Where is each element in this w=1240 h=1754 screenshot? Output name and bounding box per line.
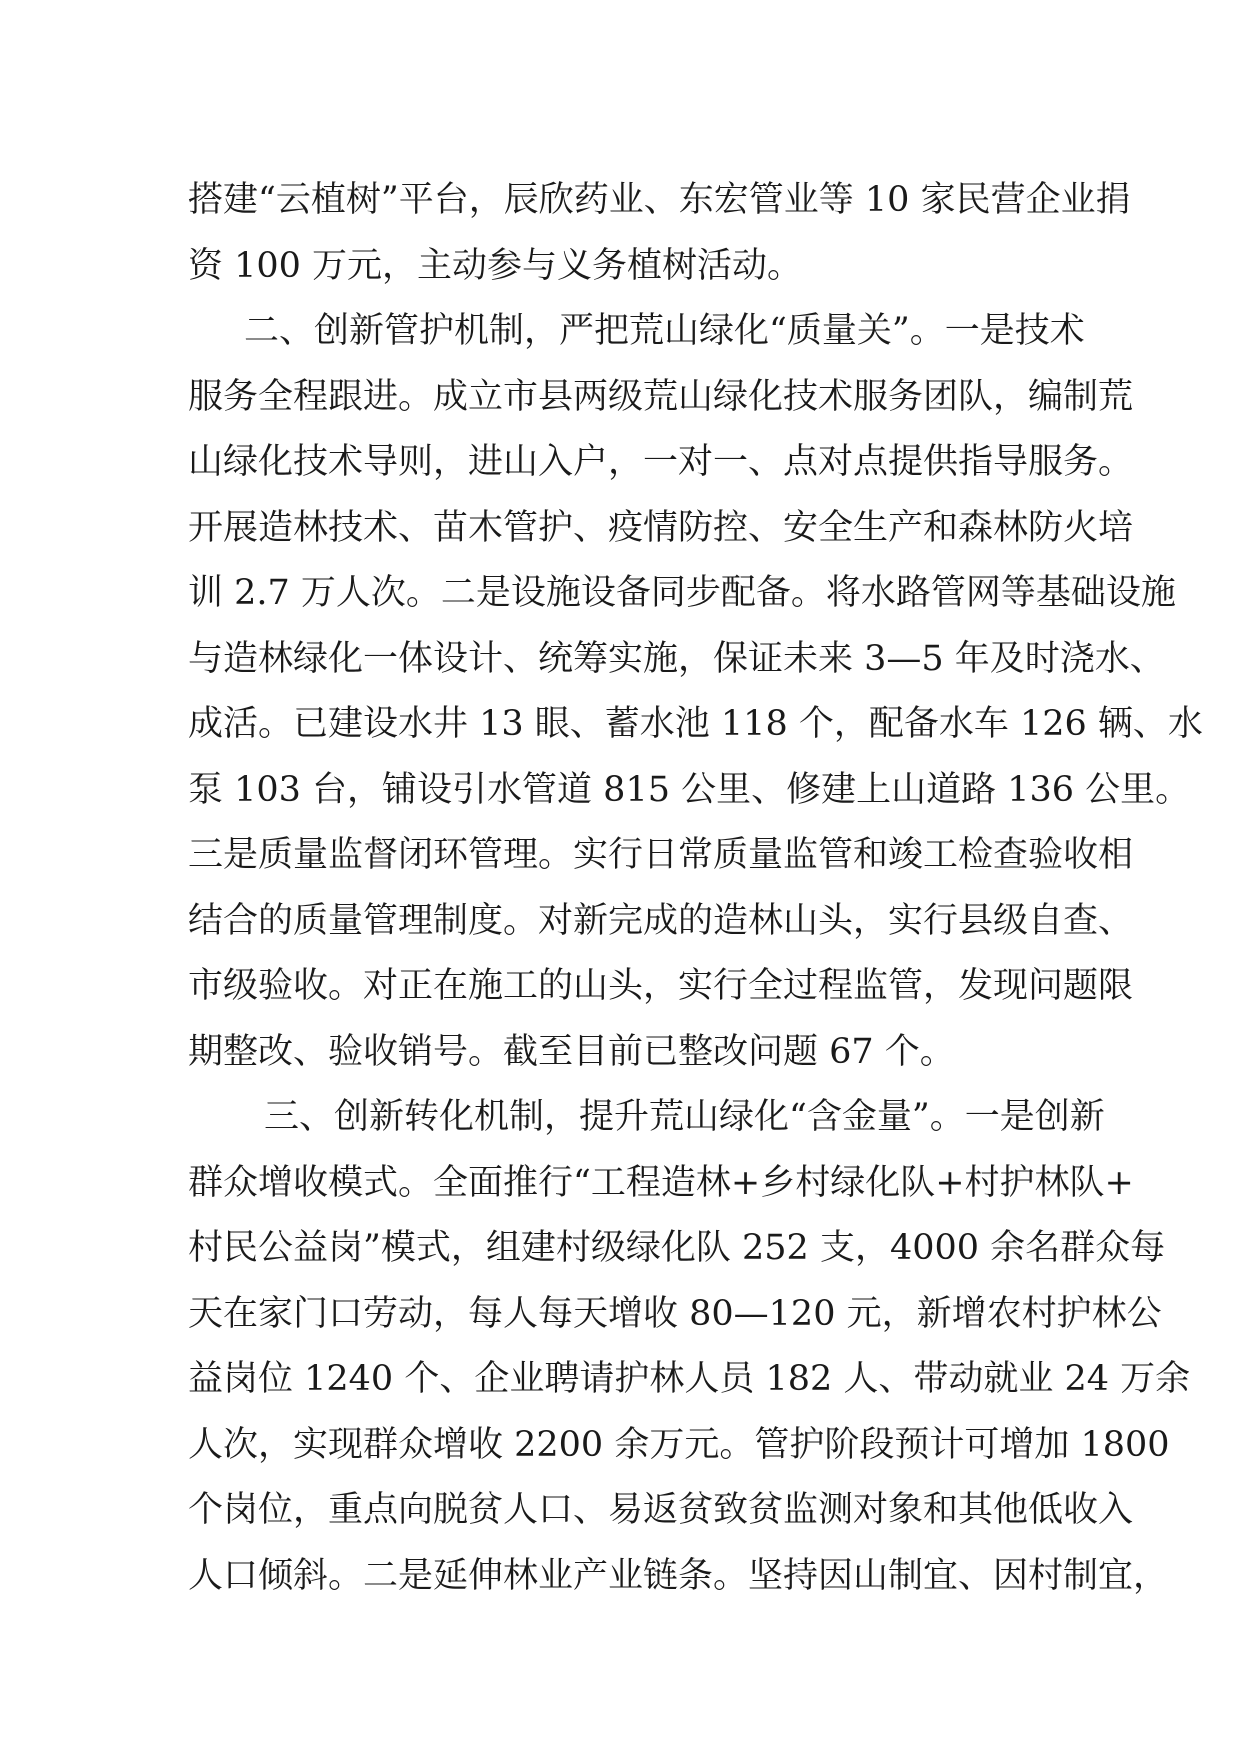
text-line: 搭建“云植树”平台，辰欣药业、东宏管业等 10 家民营企业捐 <box>188 180 1131 220</box>
text-line: 与造林绿化一体设计、统筹实施，保证未来 3—5 年及时浇水、 <box>188 638 1165 679</box>
text-line: 益岗位 1240 个、企业聘请护林人员 182 人、带动就业 24 万余 <box>188 1359 1191 1399</box>
text-line: 群众增收模式。全面推行“工程造林+乡村绿化队+村护林队+ <box>188 1162 1134 1203</box>
text-line: 三是质量监督闭环管理。实行日常质量监管和竣工检查验收相 <box>188 835 1134 875</box>
text-line: 个岗位，重点向脱贫人口、易返贫致贫监测对象和其他低收入 <box>188 1490 1134 1530</box>
text-line: 村民公益岗”模式，组建村级绿化队 252 支，4000 余名群众每 <box>188 1228 1166 1268</box>
section-heading-line: 二、创新管护机制，严把荒山绿化“质量关”。一是技术 <box>244 311 1085 351</box>
text-line: 山绿化技术导则，进山入户，一对一、点对点提供指导服务。 <box>188 442 1134 482</box>
text-line: 资 100 万元，主动参与义务植树活动。 <box>188 245 803 286</box>
text-line: 天在家门口劳动，每人每天增收 80—120 元，新增农村护林公 <box>188 1293 1162 1334</box>
text-line: 人次，实现群众增收 2200 余万元。管护阶段预计可增加 1800 <box>188 1424 1170 1465</box>
text-line: 市级验收。对正在施工的山头，实行全过程监管，发现问题限 <box>188 966 1134 1006</box>
body-text <box>188 168 1203 1609</box>
text-line: 服务全程跟进。成立市县两级荒山绿化技术服务团队，编制荒 <box>188 376 1134 417</box>
text-line: 人口倾斜。二是延伸林业产业链条。坚持因山制宜、因村制宜， <box>188 1555 1169 1596</box>
text-line: 结合的质量管理制度。对新完成的造林山头，实行县级自查、 <box>188 900 1134 941</box>
text-line: 成活。已建设水井 13 眼、蓄水池 118 个，配备水车 126 辆、水 <box>188 704 1203 744</box>
text-line: 泵 103 台，铺设引水管道 815 公里、修建上山道路 136 公里。 <box>188 769 1191 810</box>
text-line: 开展造林技术、苗木管护、疫情防控、安全生产和森林防火培 <box>188 507 1134 548</box>
section-heading-line: 三、创新转化机制，提升荒山绿化“含金量”。一是创新 <box>264 1097 1105 1137</box>
text-line: 训 2.7 万人次。二是设施设备同步配备。将水路管网等基础设施 <box>188 573 1176 613</box>
text-line: 期整改、验收销号。截至目前已整改问题 67 个。 <box>188 1031 955 1072</box>
